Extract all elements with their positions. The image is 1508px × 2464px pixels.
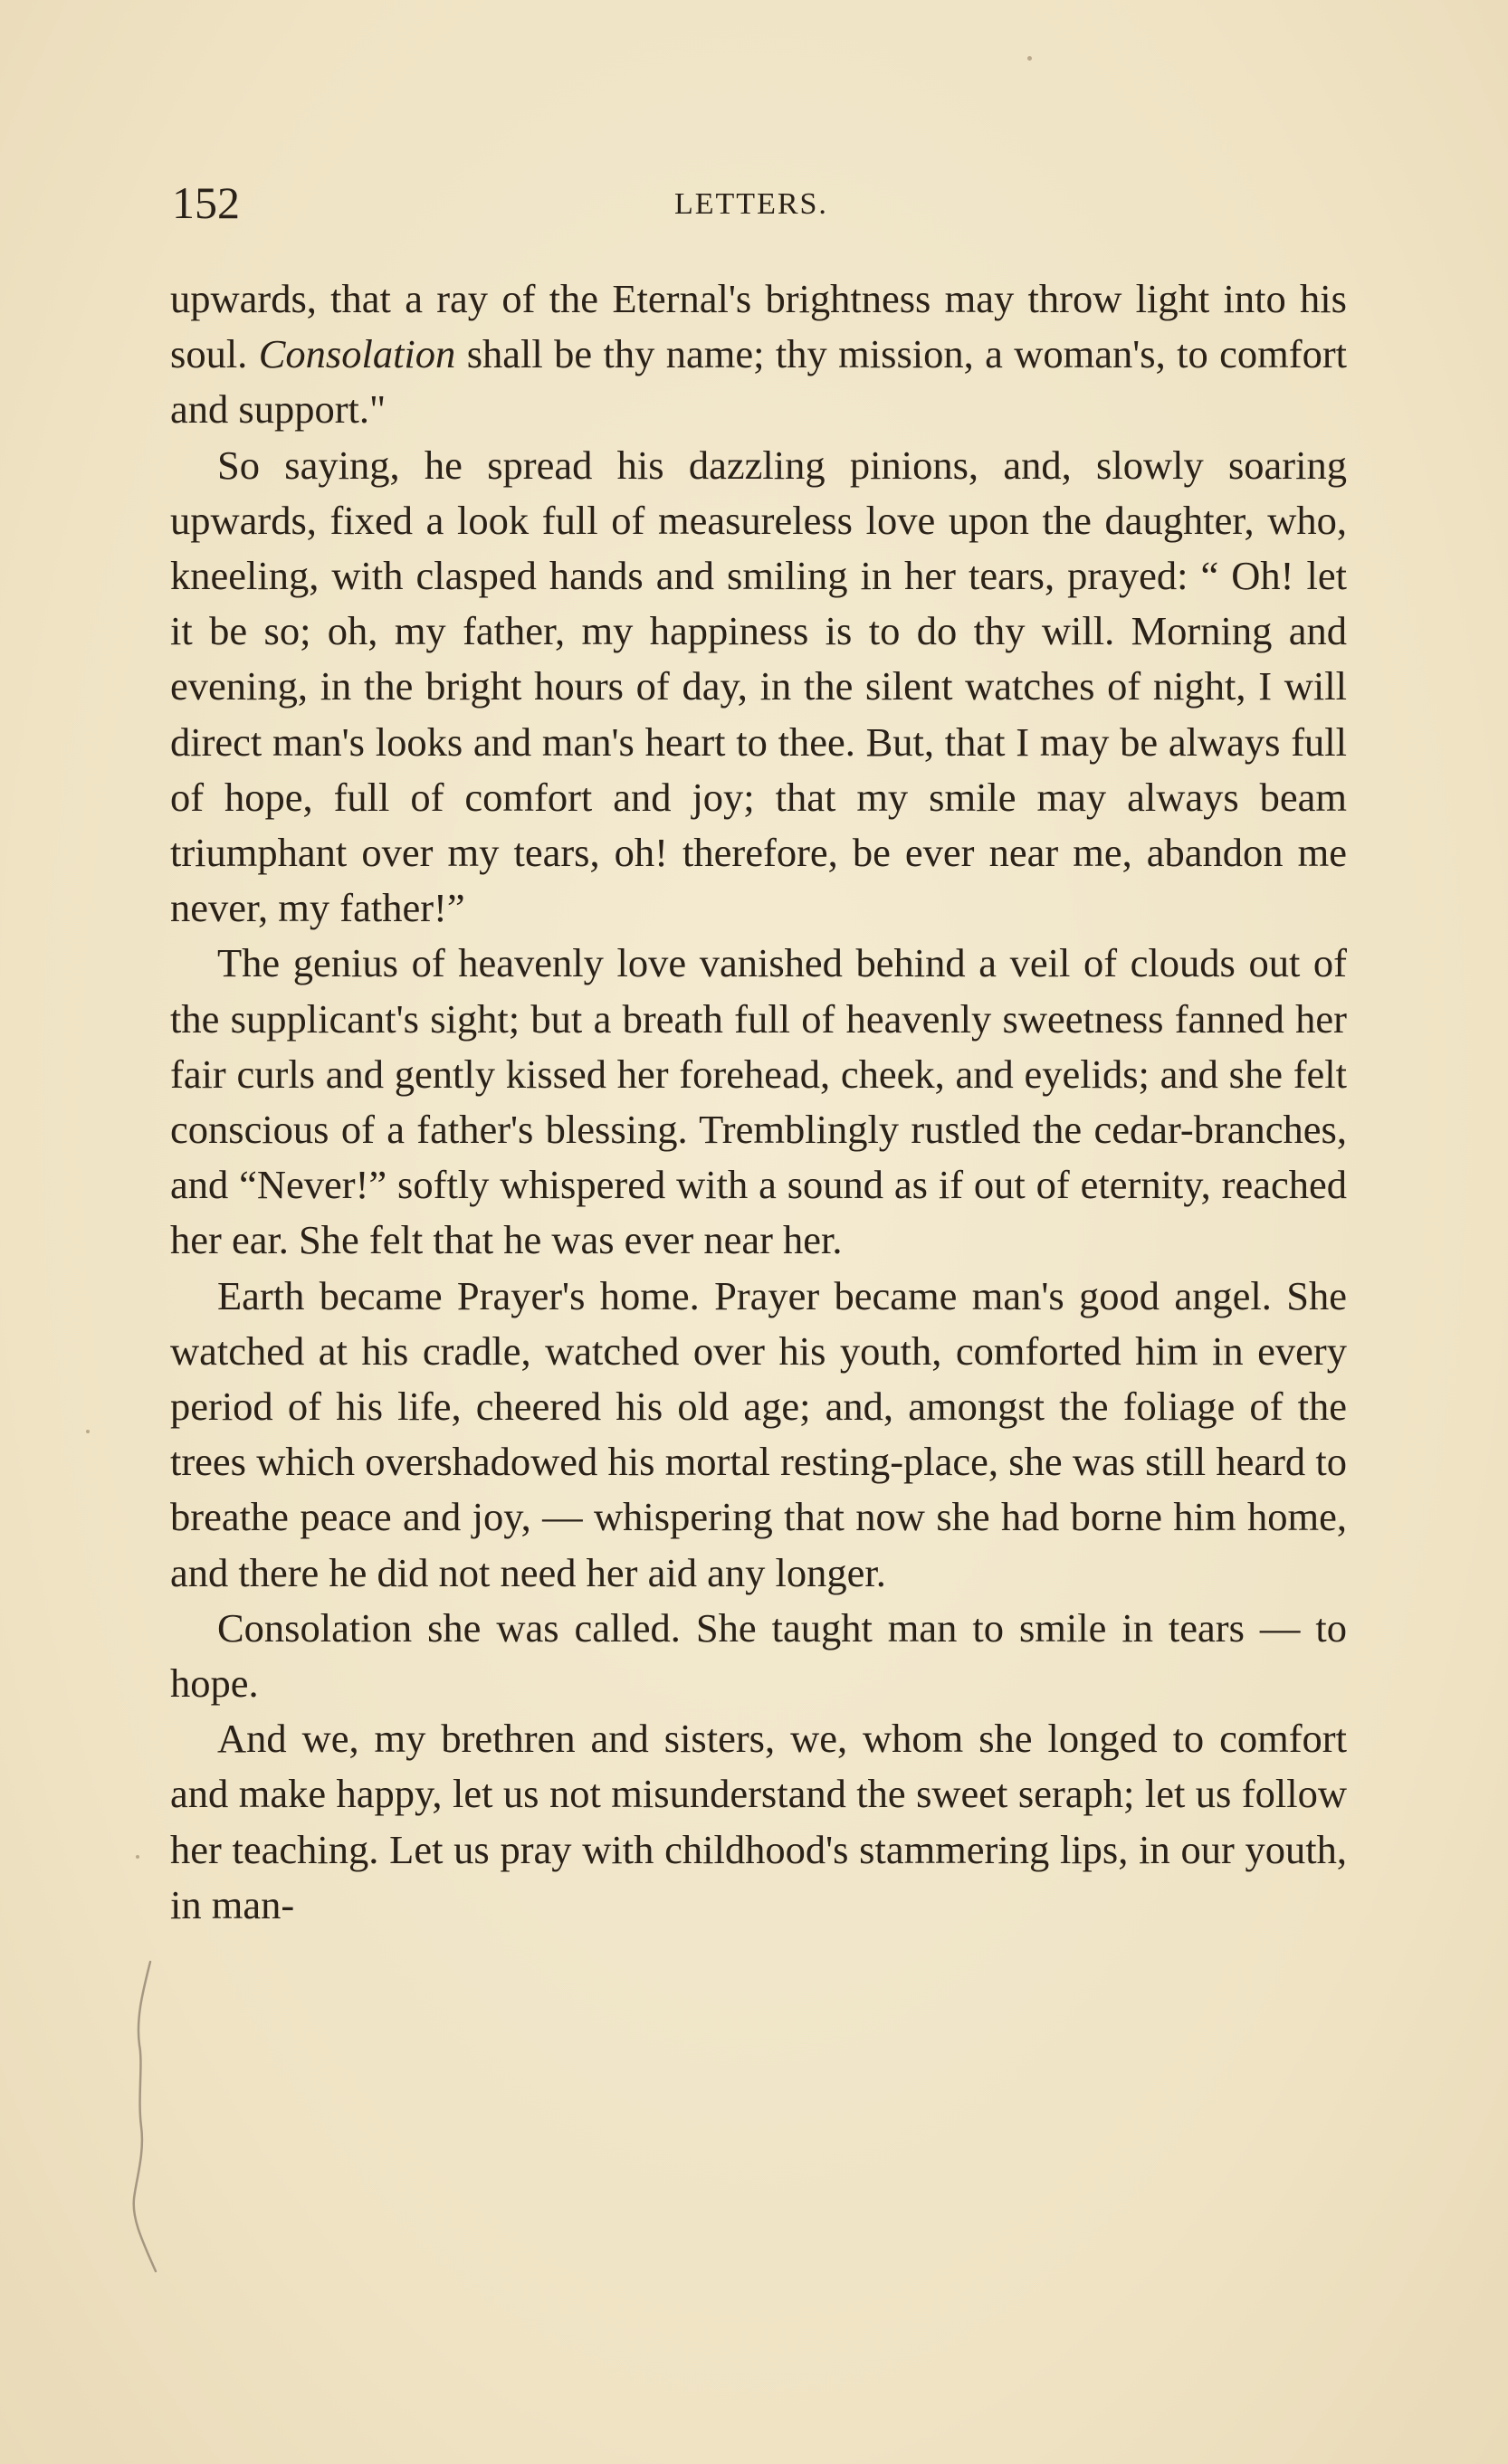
paragraph-5: Consolation she was called. She taught man to smile in tears — to hope. [170,1604,1347,1707]
paragraph-3: The genius of heavenly love vanished behind a veil of clouds out of the supplicant's sight; but a breath full of heavenly sweetness fanned her fair curls and gently kissed her forehead, cheek, and eyelids; and she felt conscious of a father's blessing. Tremblingly rustled the cedar-branches, and “Never!” softly whispered with a sound as if out of eternity, reached her ear. She felt that he was ever near her. [170,940,1347,1263]
paragraph-2: So saying, he spread his dazzling pinions, and, slowly soaring upwards, fixed a look full of measureless love upon the daughter, who, kneeling, with clasped hands and smiling in her tears, prayed: “ Oh! let it be so; oh, my father, my happiness is to do thy will. Morning and evening, in the bright hours of day, in the silent watches of night, I will direct man's looks and man's heart to thee. But, that I may be always full of hope, full of comfort and joy; that my smile may always beam triumphant over my tears, oh! therefore, be ever near me, abandon me never, my father!” [170,442,1347,931]
body-text [170,271,1347,1933]
paragraph-1-trail: shall be thy name; thy mission, a woman's, to comfort and support." [170,331,1347,433]
paragraph-1-lead: upwards, that a ray of the Eternal's brightness may throw light into his soul. [170,276,1347,377]
pencil-margin-mark [116,1955,170,2280]
paragraph-1-emphasis: Consolation [258,331,456,377]
paragraph-4: Earth became Prayer's home. Prayer became man's good angel. She watched at his cradle, watched over his youth, comforted him in every period of his life, cheered his old age; and, amongst the foliage of the trees which overshadowed his mortal resting-place, she was still heard to breathe peace and joy, — whispering that now she had borne him home, and there he did not need her aid any longer. [170,1272,1347,1595]
paper-speck [1027,56,1032,61]
paper-speck [86,1430,90,1433]
page-header [172,176,1349,231]
paragraph-6: And we, my brethren and sisters, we, whom she longed to comfort and make happy, let us not misunderstand the sweet seraph; let us follow her teaching. Let us pray with childhood's stammering lips, in our youth, in man- [170,1716,1347,1927]
page-number: 152 [172,177,240,228]
running-head: LETTERS. [674,187,828,221]
paragraph-1 [170,271,1347,438]
paper-speck [136,1855,139,1859]
